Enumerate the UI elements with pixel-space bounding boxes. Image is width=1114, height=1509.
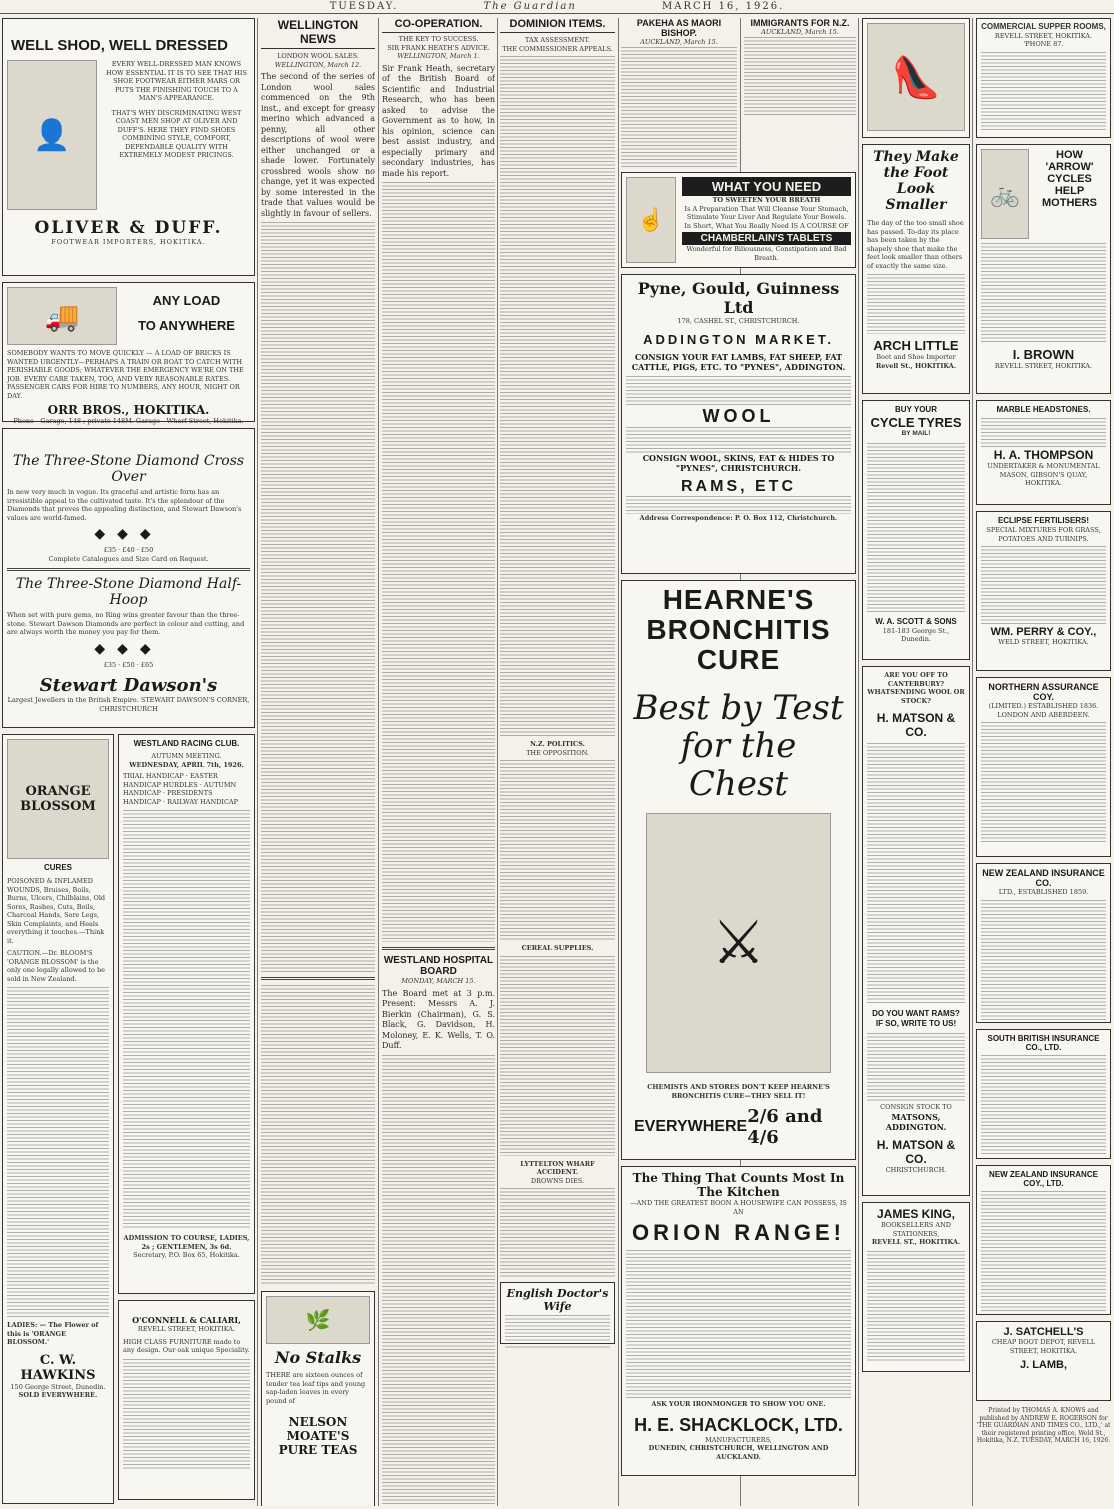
arrow-5: MOTHERS <box>1042 197 1097 209</box>
dawson-prices-1: £35 · £40 · £50 <box>103 546 154 554</box>
nzins-est: LTD., ESTABLISHED 1859. <box>998 888 1089 896</box>
pyne-gould-ad <box>621 274 856 574</box>
orr-headline-2: TO ANYWHERE <box>138 318 235 333</box>
arch-headline: They Make the Foot Look Smaller <box>873 149 959 213</box>
lamb-address: REVELL ST., HOKITIKA. <box>871 1238 961 1246</box>
chamberlain-body: Is A Preparation That Will Cleanse Your Stomach, Stimulate Your Liver And Regulate Your Bowels. <box>684 204 849 221</box>
dominion-cereal: CEREAL SUPPLIES. <box>521 944 594 952</box>
racing-title: WESTLAND RACING CLUB. <box>133 739 240 748</box>
shoe-image-ad <box>862 18 970 138</box>
racing-admission: ADMISSION TO COURSE, LADIES, 2s ; GENTLEMEN, 3s 6d. <box>123 1234 250 1251</box>
orr-body: SOMEBODY WANTS TO MOVE QUICKLY — A LOAD OF BRICKS IS WANTED URGENTLY—PERHAPS A TRAIN OR BOAT TO CATCH WITH PERISHABLE GOODS; WHATEVER THE EMERGENCY WE'RE ON THE JOB. EVERY CARE TAKEN, TOO, AND VERY REASONABLE RATES. PASSENGER CARS FOR HIRE TO NUMBERS, ANY HOUR, NIGHT OR DAY. <box>7 349 244 400</box>
immigrants-dateline: AUCKLAND, March 15. <box>761 28 839 36</box>
column-2 <box>261 18 375 1506</box>
hearne-everywhere: EVERYWHERE <box>634 1118 748 1135</box>
pyne-address-2: Address Correspondence: P. O. Box 112, Christchurch. <box>639 513 838 522</box>
dawson-body-1: In new very much in vogue. Its graceful and artistic form has an irresistible appeal to the cultivated taste. It's the splendour of the Diamonds that proves the appealing distinction, and Stewart Dawson's values are world-famed. <box>7 488 242 522</box>
pyne-rams: RAMS, ETC <box>681 477 796 495</box>
hawkins-body: POISONED & INFLAMED WOUNDS, Bruises, Boils, Burns, Ulcers, Chilblains, Old Sores, Rashes, Cuts, Boils, Charcoal Hands, Sore Legs, Skin Complaints, and Heals everything it touches.—Think it. <box>7 877 106 945</box>
nestalks-body: THERE are sixteen ounces of tender tea leaf tips and young sap-laden leaves in every pound of <box>266 1371 366 1405</box>
hearne-slogan: Best by Test for the Chest <box>633 688 844 804</box>
englishdoctor-brand: English Doctor's Wife <box>506 1287 609 1313</box>
lamb-2: J. LAMB, <box>1019 1359 1068 1371</box>
eclipse-fertilisers-ad <box>976 511 1111 671</box>
dawson-prices-2: £35 · £50 · £65 <box>103 660 154 669</box>
orange-blossom-ad <box>2 734 114 1504</box>
orion-lead: The Thing That Counts Most In The Kitchen <box>632 1171 845 1199</box>
matson-ad <box>862 666 970 1196</box>
satchell-sub: CHEAP BOOT DEPOT, REVELL STREET, HOKITIKA. <box>991 1338 1096 1355</box>
cooperation-dateline: WELLINGTON, March 1. <box>397 52 480 60</box>
northern-title: NORTHERN ASSURANCE COY. <box>988 682 1099 702</box>
pyne-address: 178, CASHEL ST., CHRISTCHURCH. <box>677 317 800 325</box>
matson-canterbury: ARE YOU OFF TO CANTERBURY? <box>884 671 948 688</box>
nestalks-brand: NELSON MOATE'S PURE TEAS <box>278 1415 358 1457</box>
scott-mail: BY MAIL! <box>901 430 931 437</box>
lamb-name: JAMES KING, <box>876 1207 955 1221</box>
column-1-right <box>118 734 255 1504</box>
orr-phone: Phone—Garage, 148 ; private 148M. Garage—Wharf Street, Hokitika. <box>13 417 244 425</box>
arrow-3: CYCLES <box>1047 173 1092 185</box>
chamberlain-tag: Wonderful for Biliousness, Constipation and Bad Breath. <box>686 245 847 262</box>
nz-insurance-ad <box>976 863 1111 1023</box>
knight-with-sword-icon: ⚔ <box>646 813 831 1073</box>
chamberlain-title: WHAT YOU NEED <box>682 177 851 196</box>
arrow-4: HELP <box>1054 185 1085 197</box>
column-rule <box>618 18 619 1506</box>
nzinscoy-title: NEW ZEALAND INSURANCE COY., LTD. <box>989 1170 1098 1188</box>
bicycle-icon: 🚲 <box>981 149 1029 239</box>
dominion-headline: DOMINION ITEMS. <box>500 18 615 33</box>
dominion-politics: N.Z. POLITICS. <box>530 740 585 748</box>
dominion-tax: TAX ASSESSMENT. <box>525 36 590 44</box>
brown-address: REVELL STREET, HOKITIKA. <box>994 362 1093 370</box>
hearne-chemists: CHEMISTS AND STORES DON'T KEEP HEARNE'S BRONCHITIS CURE—THEY SELL IT! <box>647 1083 830 1100</box>
chamberlain-body-2: In Short, What You Really Need IS A COURSE OF <box>684 221 849 230</box>
james-king-ad <box>862 1202 970 1372</box>
perry-address: WELD STREET, HOKITIKA. <box>998 638 1089 646</box>
pointing-man-icon: ☝ <box>626 177 676 263</box>
diamond-rings-icon: ◆◆◆ <box>94 526 163 542</box>
column-rule <box>858 18 859 1506</box>
pakeha-dateline: AUCKLAND, March 15. <box>640 38 718 46</box>
chamberlain-brand: CHAMBERLAIN'S TABLETS <box>682 232 851 245</box>
oliver-name: OLIVER & DUFF. <box>34 218 223 238</box>
wellington-body: The second of the series of London wool sales commenced on the 9th inst., and except for greasy merino which advanced a penny, all other descriptions of wool were either unchanged or a shade lower. Fortunately crossbred wools show no change, yet it was expected by some interested in the trade that values would be slightly in favour of sellers. <box>261 72 375 218</box>
chamberlain-sub: TO SWEETEN YOUR BREATH <box>712 196 821 204</box>
hospital-body: The Board met at 3 p.m. Present: Messrs A. J. Bierkin (Chairman), G. S. Black, G. Davidson, H. Moloney, E. K. Wells, T. O. Duff. <box>382 988 495 1050</box>
nelson-moate-tea-ad <box>261 1291 375 1506</box>
column-rule <box>378 18 379 1506</box>
cooperation-sub2: SIR FRANK HEATH'S ADVICE. <box>387 43 490 52</box>
marble-headstones-ad <box>976 400 1111 505</box>
orion-ask: ASK YOUR IRONMONGER TO SHOW YOU ONE. <box>651 1400 826 1408</box>
oconnell-caliari-ad <box>118 1300 255 1500</box>
satchell-name: J. SATCHELL'S <box>1003 1326 1084 1338</box>
rooms-address: REVELL STREET, HOKITIKA. 'PHONE 87. <box>994 31 1093 48</box>
matson-name: H. MATSON & CO. <box>876 711 956 739</box>
thompson-name: H. A. THOMPSON <box>993 448 1094 462</box>
oliver-duff-ad <box>2 18 255 276</box>
diamond-rings-icon: ◆◆◆ <box>94 640 163 657</box>
eclipse-sub: SPECIAL MIXTURES FOR GRASS, POTATOES AND TURNIPS. <box>986 526 1101 543</box>
scott-cycle: CYCLE TYRES <box>870 415 962 430</box>
matson-wool: WHATSENDING WOOL OR STOCK? <box>867 688 965 705</box>
westland-racing-ad <box>118 734 255 1294</box>
scott-name: W. A. SCOTT & SONS <box>875 616 957 626</box>
masthead-day: TUESDAY. <box>329 1 399 12</box>
stewart-dawson-ad <box>2 428 255 728</box>
oconnell-body: HIGH CLASS FURNITURE made to any design. Our oak unique Speciality. <box>123 1337 250 1354</box>
thompson-sub: UNDERTAKER & MONUMENTAL MASON, GIBSON'S QUAY, HOKITIKA. <box>987 462 1100 487</box>
nestalks-headline: No Stalks <box>274 1348 362 1367</box>
northern-assurance-ad <box>976 677 1111 857</box>
supper-rooms-ad <box>976 18 1111 138</box>
wellington-dateline: WELLINGTON, March 12. <box>274 60 362 69</box>
column-5-top <box>621 18 737 168</box>
dawson-sub: Largest Jewellers in the British Empire. STEWART DAWSON'S CORNER, CHRISTCHURCH <box>7 696 250 713</box>
pakeha-headline: PAKEHA AS MAORI BISHOP. <box>636 18 722 38</box>
arch-name: ARCH LITTLE <box>873 338 959 353</box>
cooperation-body: Sir Frank Heath, secretary of the British Board of Scientific and Industrial Research, who has been asked to advise the Government as to how, in his opinion, science can best assist industry, and especially primary and secondary industries, has made his report. <box>382 63 495 178</box>
hawkins-ladies: LADIES: — The Flower of this is 'ORANGE BLOSSOM.' <box>7 1321 99 1346</box>
scott-buy: BUY YOUR <box>895 405 937 414</box>
matson-city: CHRISTCHURCH. <box>885 1165 947 1174</box>
column-1 <box>2 18 255 1506</box>
pyne-consign-2: CONSIGN WOOL, SKINS, FAT & HIDES TO "PYNES", CHRISTCHURCH. <box>642 452 835 473</box>
dawson-catalogue: Complete Catalogues and Size Card on Request. <box>48 554 209 563</box>
orange-blossom-logo: ORANGE BLOSSOM <box>7 739 109 859</box>
matson-name-2: H. MATSON & CO. <box>876 1137 956 1166</box>
racing-sub: AUTUMN MEETING. <box>151 752 222 760</box>
columns-5-6-ads <box>621 172 856 1506</box>
column-rule <box>497 18 498 1506</box>
chamberlains-ad <box>621 172 856 268</box>
arrow-cycles-ad <box>976 144 1111 394</box>
orr-headline-1: ANY LOAD <box>152 293 221 308</box>
dawson-title-1: The Three-Stone Diamond Cross Over <box>12 453 245 485</box>
column-8 <box>976 18 1111 1506</box>
orion-manu: MANUFACTURERS, <box>705 1435 772 1444</box>
hawkins-address: 150 George Street, Dunedin. <box>10 1382 106 1391</box>
orr-bros-ad <box>2 282 255 425</box>
column-rule <box>972 18 973 1506</box>
oliver-body-2: THAT'S WHY DISCRIMINATING WEST COAST MEN SHOP AT OLIVER AND DUFF'S. HERE THEY FIND SHOES COMBINING STYLE, COMFORT, DEPENDABLE QUALITY WITH EXTREMELY MODEST PRICINGS. <box>111 108 242 159</box>
pyne-name: Pyne, Gould, Guinness Ltd <box>637 279 840 317</box>
cooperation-headline: CO-OPERATION. <box>382 18 495 33</box>
hearne-price: 2/6 and 4/6 <box>747 1106 823 1148</box>
dominion-drowns: DROWNS DIES. <box>530 1176 585 1185</box>
dominion-lyttelton: LYTTELTON WHARF ACCIDENT. <box>520 1159 595 1176</box>
arch-sub: Boot and Shoe Importer <box>876 353 956 361</box>
northern-est: (LIMITED.) ESTABLISHED 1836. <box>988 702 1099 710</box>
pyne-consign: CONSIGN YOUR FAT LAMBS, FAT SHEEP, FAT CATTLE, PIGS, ETC. TO "PYNES", ADDINGTON. <box>631 351 846 372</box>
dawson-title-2: The Three-Stone Diamond Half-Hoop <box>15 576 242 608</box>
eclipse-title: ECLIPSE FERTILISERS! <box>997 516 1090 525</box>
column-7 <box>862 18 970 1506</box>
man-portrait-icon: 👤 <box>7 60 97 210</box>
racing-events: TRIAL HANDICAP · EASTER HANDICAP HURDLES · AUTUMN HANDICAP · PRESIDENTS HANDICAP · RAILWAY HANDICAP <box>123 772 238 806</box>
dawson-body-2: When set with pure gems, no Ring wins greater favour than the three-stone. Stewart Dawson Diamonds are perfect in colour and cutting, and are always worth the money you pay for them. <box>7 611 245 636</box>
cooperation-sub: THE KEY TO SUCCESS. <box>398 35 479 43</box>
hearnes-bronchitis-ad <box>621 580 856 1160</box>
column-6-top <box>744 18 856 168</box>
column-3 <box>382 18 495 1506</box>
wellington-sub: LONDON WOOL SALES. <box>277 52 359 60</box>
oconnell-address: REVELL STREET, HOKITIKA. <box>137 1325 236 1333</box>
masthead-paper: The Guardian <box>483 1 577 12</box>
orr-name: ORR BROS., HOKITIKA. <box>47 403 210 417</box>
tea-leaf-icon: 🌿 <box>266 1296 370 1344</box>
hawkins-cures: CURES <box>43 863 72 872</box>
matson-writeus: IF SO, WRITE TO US! <box>875 1019 957 1028</box>
masthead <box>0 0 1114 14</box>
racing-secretary: Secretary, P.O. Box 65, Hokitika. <box>133 1251 240 1259</box>
wellington-headline: WELLINGTON NEWS <box>261 18 375 49</box>
orion-range-ad <box>621 1166 856 1476</box>
arch-body: The day of the too small shoe has passed. To-day its place has been taken by the shapely shoe that make the feet look smaller than others of exactly the same size. <box>867 219 964 270</box>
hawkins-name: C. W. HAWKINS <box>20 1352 96 1383</box>
arch-little-ad <box>862 144 970 394</box>
scott-address: 181-183 George St., Dunedin. <box>882 626 950 643</box>
column-1-lower <box>2 734 255 1504</box>
oconnell-name: O'CONNELL & CALIARI, <box>132 1315 241 1325</box>
rooms-title: COMMERCIAL SUPPER ROOMS, <box>981 22 1106 31</box>
oliver-body-1: EVERY WELL-DRESSED MAN KNOWS HOW ESSENTIAL IT IS TO SEE THAT HIS SHOE FOOTWEAR EITHER MARS OR PUTS THE FINISHING TOUCH TO A MAN'S APPEARANCE. <box>106 60 247 102</box>
orion-lead-2: —AND THE GREATEST BOON A HOUSEWIFE CAN POSSESS, IS AN <box>630 1199 847 1216</box>
column-4 <box>500 18 615 1506</box>
hospital-headline: WESTLAND HOSPITAL BOARD <box>383 955 494 977</box>
satchell-ad <box>976 1321 1111 1401</box>
matson-consign-2: MATSONS, ADDINGTON. <box>885 1111 947 1132</box>
arrow-1: HOW <box>1056 149 1083 161</box>
truck-icon: 🚚 <box>7 287 117 345</box>
arrow-2: 'ARROW' <box>1045 161 1094 173</box>
perry-name: WM. PERRY & COY., <box>990 626 1097 638</box>
hearne-title: HEARNE'S BRONCHITIS CURE <box>646 584 831 675</box>
masthead-date: MARCH 16, 1926. <box>662 1 785 12</box>
hawkins-caution: CAUTION.—Dr. BLOOM'S 'ORANGE BLOSSOM' is the only one legally allowed to be sold in New Zealand. <box>7 949 105 983</box>
pyne-market: ADDINGTON MARKET. <box>643 331 834 347</box>
racing-date: WEDNESDAY, APRIL 7th, 1926. <box>129 760 244 769</box>
orion-cities: DUNEDIN, CHRISTCHURCH, WELLINGTON AND AUCKLAND. <box>648 1444 829 1461</box>
orion-name: ORION RANGE! <box>632 1220 845 1245</box>
northern-city: LONDON AND ABERDEEN. <box>997 710 1090 719</box>
scott-sons-ad <box>862 400 970 660</box>
dominion-appeals: THE COMMISSIONER APPEALS. <box>502 44 613 53</box>
hospital-dateline: MONDAY, MARCH 15. <box>401 977 476 985</box>
printer-imprint: Printed by THOMAS A. KNOWS and published by ANDREW E. ROGERSON for 'THE GUARDIAN AND TIMES CO., LTD.,' at their registered printing office, Weld St., Hokitika, N.Z. TUESDAY, MARCH 16, 1926. <box>976 1407 1111 1444</box>
southbritish-title: SOUTH BRITISH INSURANCE CO., LTD. <box>987 1034 1100 1052</box>
south-british-ad <box>976 1029 1111 1159</box>
marble-title: MARBLE HEADSTONES. <box>996 405 1091 414</box>
pyne-wool: WOOL <box>702 405 775 426</box>
matson-consign: CONSIGN STOCK TO <box>880 1103 952 1111</box>
english-doctor-ad <box>500 1282 615 1344</box>
shoe-icon: 👠 <box>867 23 965 131</box>
lamb-trade: BOOKSELLERS AND STATIONERS, <box>881 1221 951 1238</box>
brown-name: I. BROWN <box>1012 347 1075 362</box>
dominion-opposition: THE OPPOSITION. <box>526 748 589 757</box>
oliver-sub: FOOTWEAR IMPORTERS, HOKITIKA. <box>51 238 206 246</box>
matson-rams: DO YOU WANT RAMS? <box>872 1009 960 1018</box>
hawkins-sold: SOLD EVERYWHERE. <box>18 1391 98 1399</box>
immigrants-headline: IMMIGRANTS FOR N.Z. <box>750 18 850 28</box>
nz-insurance-coy-ad <box>976 1165 1111 1315</box>
arch-address: Revell St., HOKITIKA. <box>875 361 957 370</box>
nzins-title: NEW ZEALAND INSURANCE CO. <box>982 868 1105 888</box>
orion-maker: H. E. SHACKLOCK, LTD. <box>634 1414 843 1435</box>
oliver-headline: WELL SHOD, WELL DRESSED <box>11 37 228 54</box>
column-rule <box>257 18 258 1506</box>
dawson-name: Stewart Dawson's <box>39 675 218 696</box>
